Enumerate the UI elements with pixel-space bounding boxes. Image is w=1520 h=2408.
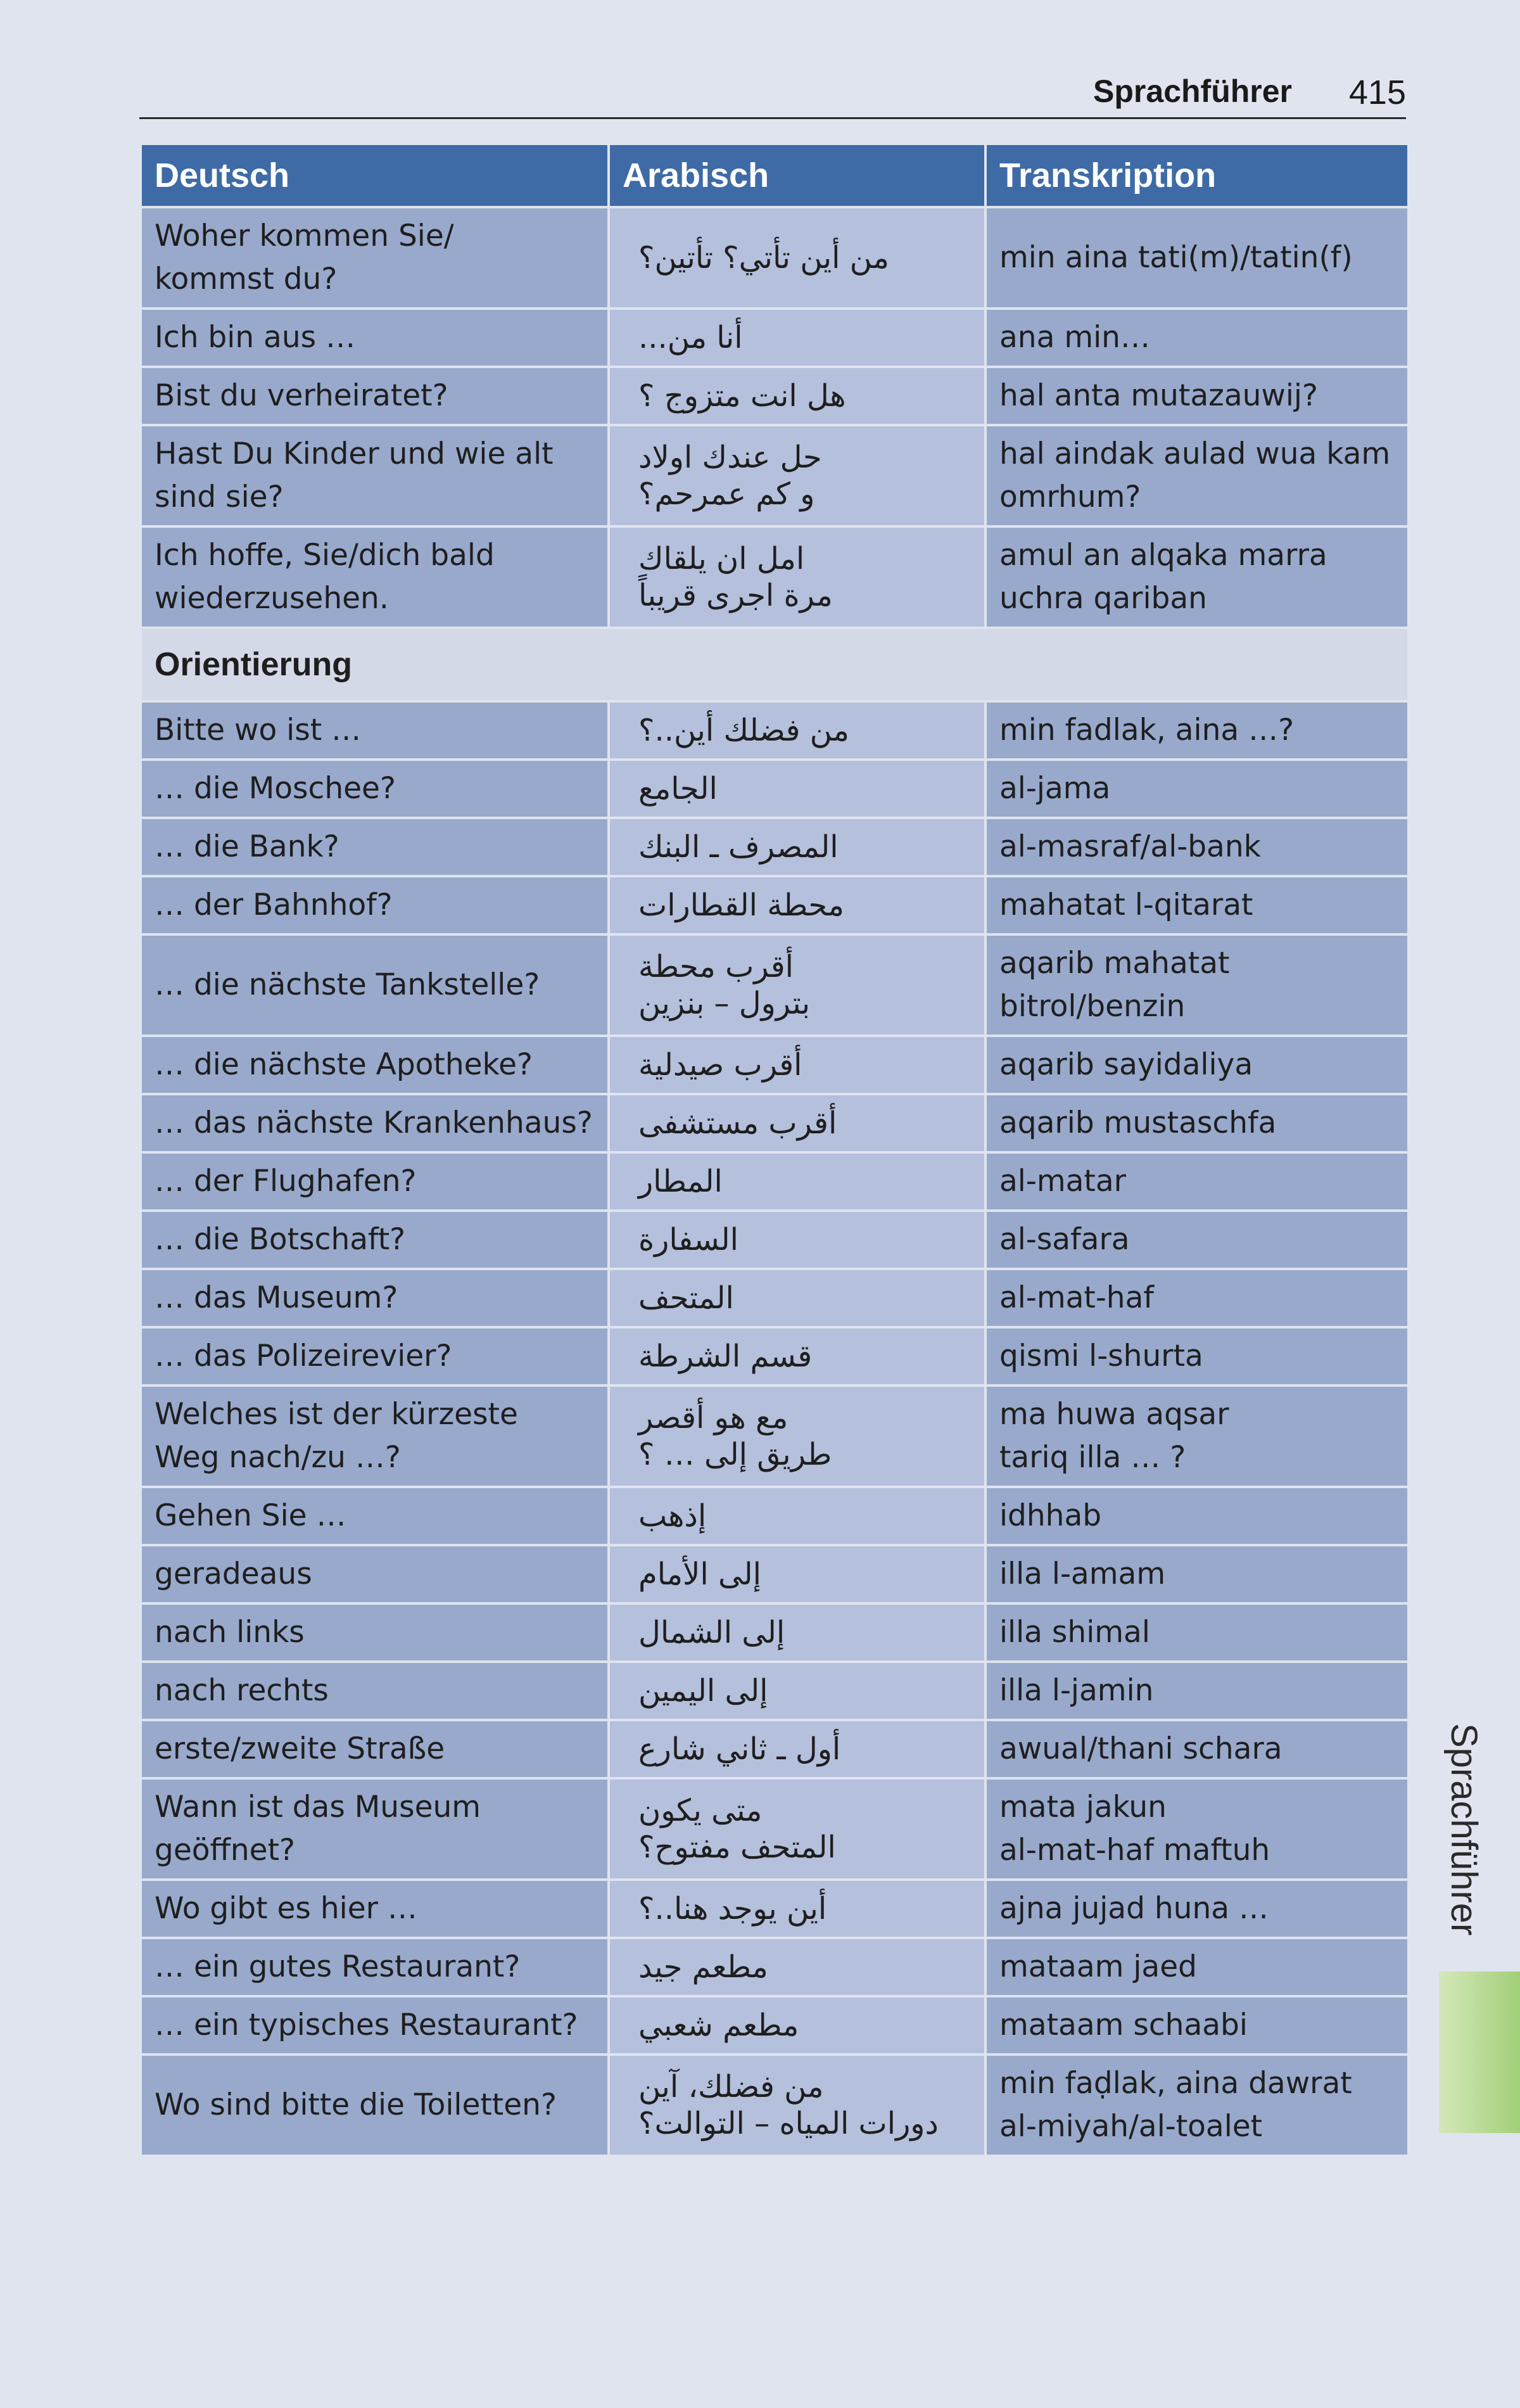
cell-transkription: al-jama [985,760,1409,818]
side-tab-label: Sprachführer [1443,1723,1485,1936]
cell-arabisch [609,1327,985,1386]
column-header-arabisch: Arabisch [609,144,985,207]
cell-arabisch [609,309,985,367]
cell-deutsch: Bitte wo ist … [141,701,609,760]
cell-deutsch: … ein gutes Restaurant? [141,1938,609,1996]
cell-deutsch: Wann ist das Museum geöffnet? [141,1778,609,1880]
table-row [141,934,1409,1036]
arabic-line: السفارة [638,1222,739,1258]
cell-transkription: qismi l-shurta [985,1327,1409,1386]
arabic-line: بترول – بنزين [638,986,811,1021]
arabic-line: أنا من... [638,320,743,355]
table-row [141,1720,1409,1778]
arabic-line: المصرف ـ البنك [638,829,839,865]
running-title: Sprachführer [1093,73,1292,109]
arabic-line: مطعم جيد [638,1949,768,1985]
arabic-line: و كم عمرحم؟ [638,476,815,512]
table-row [141,1211,1409,1269]
cell-transkription: hal aindak aulad wua kam omrhum? [985,425,1409,526]
cell-transkription: amul an alqaka marra uchra qariban [985,526,1409,628]
cell-transkription: idhhab [985,1487,1409,1545]
cell-deutsch: … das Polizeirevier? [141,1327,609,1386]
column-header-deutsch: Deutsch [141,144,609,207]
arabic-line: قسم الشرطة [638,1339,813,1374]
arabic-line: دورات المياه – التوالت؟ [638,2106,939,2141]
cell-transkription: ana min… [985,309,1409,367]
arabic-line: إلى الشمال [638,1615,785,1650]
cell-deutsch: Bist du verheiratet? [141,367,609,425]
cell-arabisch [609,1545,985,1603]
table-row [141,818,1409,876]
column-header-transkription: Transkription [985,144,1409,207]
cell-arabisch [609,1269,985,1327]
cell-deutsch: Ich hoffe, Sie/dich bald wiederzusehen. [141,526,609,628]
cell-transkription: aqarib mustaschfa [985,1094,1409,1152]
arabic-line: إلى الأمام [638,1557,761,1592]
cell-deutsch: … die Bank? [141,818,609,876]
cell-transkription: ajna jujad huna … [985,1880,1409,1938]
arabic-line: أين يوجد هنا..؟ [638,1891,827,1927]
arabic-line: امل ان يلقاك [638,541,805,577]
cell-arabisch [609,207,985,309]
cell-deutsch: Woher kommen Sie/ kommst du? [141,207,609,309]
cell-deutsch: … die Botschaft? [141,1211,609,1269]
cell-transkription: mata jakun al-mat-haf maftuh [985,1778,1409,1880]
cell-transkription: mataam jaed [985,1938,1409,1996]
table-row [141,367,1409,425]
table-row [141,760,1409,818]
cell-transkription: aqarib sayidaliya [985,1036,1409,1094]
table-header-row [141,144,1409,207]
cell-arabisch [609,367,985,425]
table-row [141,1152,1409,1211]
table-row [141,701,1409,760]
table-row [141,1386,1409,1487]
cell-transkription: min aina tati(m)/tatin(f) [985,207,1409,309]
cell-deutsch: nach rechts [141,1662,609,1720]
cell-arabisch [609,1036,985,1094]
table-row [141,1545,1409,1603]
cell-deutsch: … der Bahnhof? [141,876,609,934]
arabic-line: مرة اجرى قريباً [638,578,833,613]
arabic-line: المطار [638,1164,723,1199]
cell-deutsch: Wo sind bitte die Toiletten? [141,2054,609,2156]
cell-arabisch [609,1211,985,1269]
cell-arabisch [609,526,985,628]
section-heading: Orientierung [141,628,1409,701]
cell-transkription: aqarib mahatat bitrol/benzin [985,934,1409,1036]
table-row [141,1487,1409,1545]
cell-transkription: illa l-jamin [985,1662,1409,1720]
cell-deutsch: erste/zweite Straße [141,1720,609,1778]
arabic-line: طريق إلى … ؟ [638,1437,832,1472]
cell-deutsch: … die nächste Tankstelle? [141,934,609,1036]
cell-arabisch [609,818,985,876]
cell-arabisch [609,425,985,526]
cell-arabisch [609,876,985,934]
cell-deutsch: … ein typisches Restaurant? [141,1996,609,2054]
cell-arabisch [609,760,985,818]
cell-arabisch [609,1662,985,1720]
cell-transkription: ma huwa aqsar tariq illa … ? [985,1386,1409,1487]
cell-deutsch: Gehen Sie … [141,1487,609,1545]
phrasebook-table [139,143,1410,2157]
arabic-line: من أين تأتي؟ تأتين؟ [638,240,889,276]
arabic-line: إذهب [638,1498,707,1534]
table-row [141,1327,1409,1386]
table-row [141,207,1409,309]
arabic-line: إلى اليمين [638,1673,768,1709]
cell-arabisch [609,1720,985,1778]
header-rule [139,117,1406,119]
table-row [141,1880,1409,1938]
cell-transkription: min fadlak, aina …? [985,701,1409,760]
cell-arabisch [609,1996,985,2054]
cell-arabisch [609,1094,985,1152]
table-row [141,1996,1409,2054]
table-row [141,1036,1409,1094]
cell-deutsch: nach links [141,1603,609,1662]
cell-transkription: illa shimal [985,1603,1409,1662]
table-row [141,1603,1409,1662]
cell-arabisch [609,1880,985,1938]
arabic-line: هل انت متزوج ؟ [638,378,846,414]
cell-transkription: mahatat l-qitarat [985,876,1409,934]
cell-deutsch: … der Flughafen? [141,1152,609,1211]
cell-transkription: al-masraf/al-bank [985,818,1409,876]
table-row [141,425,1409,526]
arabic-line: أقرب مستشفى [638,1105,837,1141]
section-row [141,628,1409,701]
table-row [141,1269,1409,1327]
cell-deutsch: Welches ist der kürzeste Weg nach/zu …? [141,1386,609,1487]
cell-transkription: al-mat-haf [985,1269,1409,1327]
page-number: 415 [1348,73,1406,111]
arabic-line: أول ـ ثاني شارع [638,1731,841,1767]
cell-arabisch [609,934,985,1036]
page-header [139,73,1406,117]
table-row [141,309,1409,367]
arabic-line: متى يكون [638,1793,763,1828]
cell-transkription: al-safara [985,1211,1409,1269]
cell-deutsch: Hast Du Kinder und wie alt sind sie? [141,425,609,526]
cell-transkription: hal anta mutazauwij? [985,367,1409,425]
arabic-line: محطة القطارات [638,888,845,923]
cell-deutsch: … das nächste Krankenhaus? [141,1094,609,1152]
arabic-line: حل عندك اولاد [638,440,822,475]
side-tab-marker [1439,1972,1520,2133]
arabic-line: مع هو أقصر [638,1400,788,1436]
table-row [141,526,1409,628]
arabic-line: المتحف [638,1280,734,1316]
table-row [141,1938,1409,1996]
table-row [141,1778,1409,1880]
cell-arabisch [609,1938,985,1996]
cell-deutsch: … das Museum? [141,1269,609,1327]
table-row [141,1094,1409,1152]
table-row [141,2054,1409,2156]
cell-transkription: min faḍlak, aina dawrat al-miyah/al-toalet [985,2054,1409,2156]
table-row [141,1662,1409,1720]
arabic-line: من فضلك، آين [638,2069,824,2105]
cell-arabisch [609,1386,985,1487]
cell-arabisch [609,2054,985,2156]
arabic-line: أقرب صيدلية [638,1047,802,1083]
arabic-line: من فضلك أين..؟ [638,713,849,748]
cell-transkription: mataam schaabi [985,1996,1409,2054]
cell-deutsch: geradeaus [141,1545,609,1603]
cell-deutsch: … die Moschee? [141,760,609,818]
cell-transkription: illa l-amam [985,1545,1409,1603]
cell-arabisch [609,1487,985,1545]
cell-arabisch [609,701,985,760]
cell-deutsch: Wo gibt es hier … [141,1880,609,1938]
arabic-line: أقرب محطة [638,949,794,984]
cell-deutsch: Ich bin aus … [141,309,609,367]
cell-arabisch [609,1603,985,1662]
arabic-line: المتحف مفتوح؟ [638,1830,836,1865]
cell-transkription: al-matar [985,1152,1409,1211]
arabic-line: مطعم شعبي [638,2008,799,2043]
table-row [141,876,1409,934]
cell-deutsch: … die nächste Apotheke? [141,1036,609,1094]
cell-arabisch [609,1778,985,1880]
arabic-line: الجامع [638,771,718,806]
cell-arabisch [609,1152,985,1211]
cell-transkription: awual/thani schara [985,1720,1409,1778]
